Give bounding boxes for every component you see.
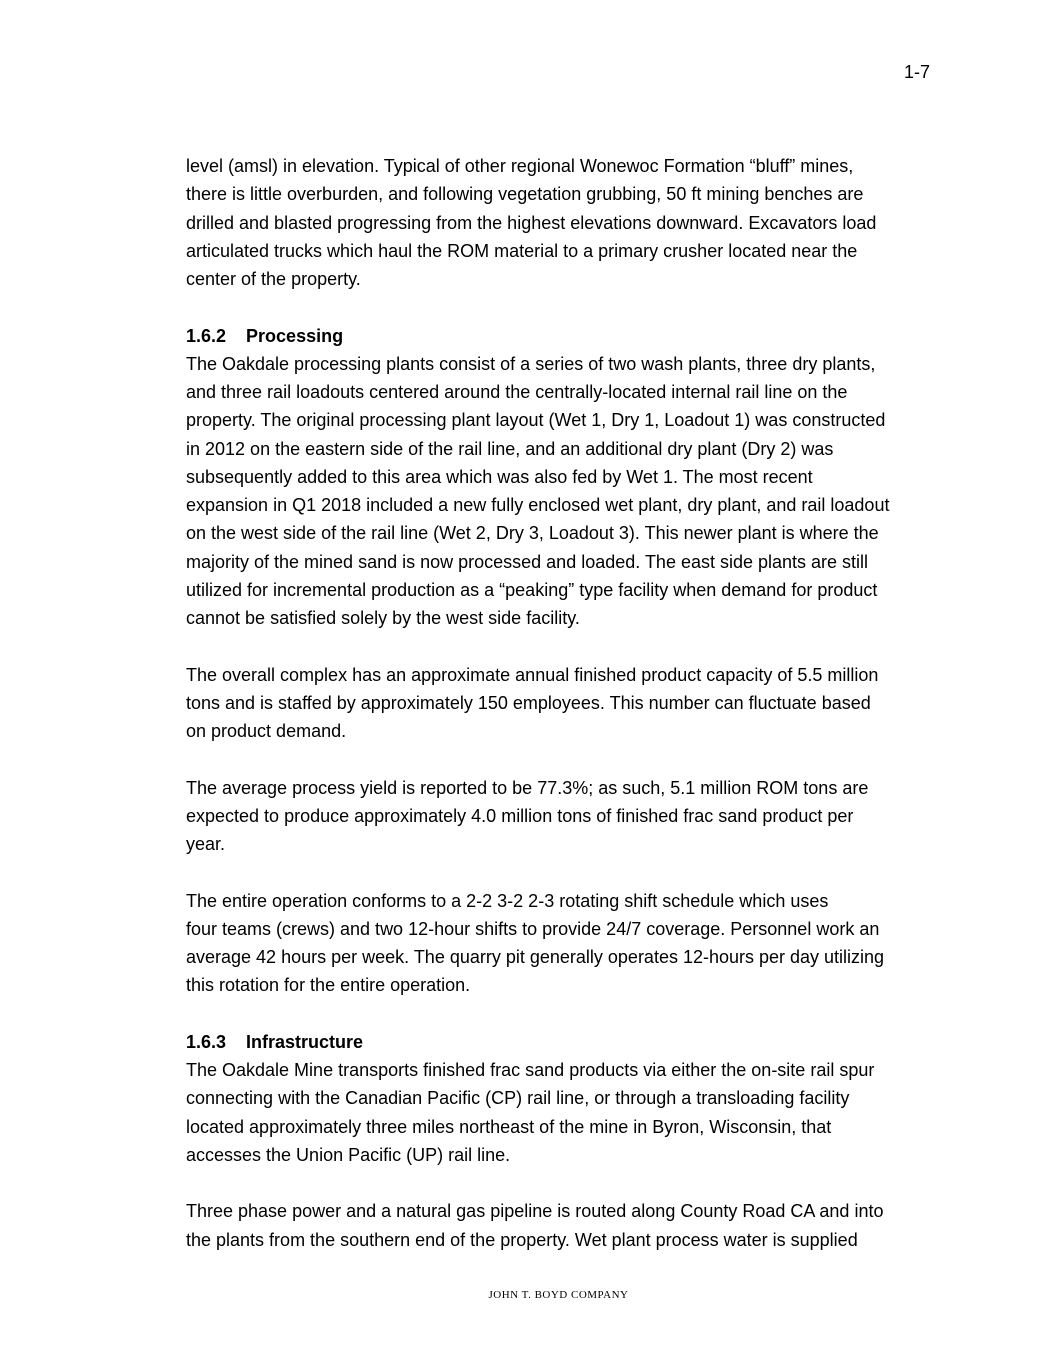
text-line: The entire operation conforms to a 2-2 3-2 2-3 rotating shift schedule which uses <box>186 890 829 911</box>
text-line: center of the property. <box>186 269 361 289</box>
paragraph <box>186 661 946 746</box>
text-line: located approximately three miles northeast of the mine in Byron, Wisconsin, that <box>186 1116 832 1137</box>
paragraph-spacer <box>186 1169 946 1197</box>
text-line: this rotation for the entire operation. <box>186 975 471 996</box>
text-line: expansion in Q1 2018 included a new fully enclosed wet plant, dry plant, and rail loadout <box>186 495 890 515</box>
section-heading: 1.6.2 Processing <box>186 325 344 346</box>
text-line: articulated trucks which haul the ROM material to a primary crusher located near the <box>186 240 858 261</box>
paragraph-spacer <box>186 293 946 321</box>
text-line: The Oakdale processing plants consist of a series of two wash plants, three dry plants, <box>186 353 876 374</box>
text-line: majority of the mined sand is now processed and loaded. The east side plants are still <box>186 551 869 572</box>
text-line: property. The original processing plant layout (Wet 1, Dry 1, Loadout 1) was constructed <box>186 410 886 431</box>
paragraph <box>186 1197 946 1254</box>
paragraph-spacer <box>186 632 946 660</box>
paragraph <box>186 774 946 859</box>
paragraph-spacer <box>186 1000 946 1028</box>
paragraph-spacer <box>186 745 946 773</box>
footer-company-name: JOHN T. BOYD COMPANY <box>488 1289 629 1301</box>
text-line: accesses the Union Pacific (UP) rail line. <box>186 1144 511 1165</box>
text-line: four teams (crews) and two 12-hour shifts to provide 24/7 coverage. Personnel work an <box>186 918 880 939</box>
document-body <box>186 152 946 1254</box>
paragraph <box>186 152 946 293</box>
paragraph <box>186 350 946 633</box>
text-line: tons and is staffed by approximately 150 employees. This number can fluctuate based <box>186 692 871 713</box>
paragraph-spacer <box>186 858 946 886</box>
text-line: on product demand. <box>186 721 347 741</box>
text-line: year. <box>186 834 226 854</box>
section-heading: 1.6.3 Infrastructure <box>186 1031 364 1052</box>
text-line: connecting with the Canadian Pacific (CP) rail line, or through a transloading facility <box>186 1088 850 1109</box>
text-line: in 2012 on the eastern side of the rail line, and an additional dry plant (Dry 2) was <box>186 438 834 459</box>
paragraph <box>186 1056 946 1169</box>
text-line: subsequently added to this area which was also fed by Wet 1. The most recent <box>186 466 813 487</box>
text-line: and three rail loadouts centered around the centrally-located internal rail line on the <box>186 382 848 402</box>
text-line: on the west side of the rail line (Wet 2, Dry 3, Loadout 3). This newer plant is where the <box>186 523 879 544</box>
text-line: drilled and blasted progressing from the highest elevations downward. Excavators load <box>186 212 877 233</box>
text-line: cannot be satisfied solely by the west side facility. <box>186 608 580 628</box>
text-line: there is little overburden, and following vegetation grubbing, 50 ft mining benches are <box>186 184 864 205</box>
page-number: 1-7 <box>904 62 931 82</box>
text-line: The average process yield is reported to be 77.3%; as such, 5.1 million ROM tons are <box>186 777 869 798</box>
text-line: The overall complex has an approximate annual finished product capacity of 5.5 million <box>186 664 879 685</box>
text-line: The Oakdale Mine transports finished frac sand products via either the on-site rail spur <box>186 1060 875 1080</box>
text-line: average 42 hours per week. The quarry pit generally operates 12-hours per day utilizing <box>186 947 885 967</box>
paragraph <box>186 887 946 1000</box>
text-line: expected to produce approximately 4.0 million tons of finished frac sand product per <box>186 805 854 826</box>
text-line: level (amsl) in elevation. Typical of other regional Wonewoc Formation “bluff” mines, <box>186 156 854 176</box>
text-line: utilized for incremental production as a “peaking” type facility when demand for product <box>186 579 878 600</box>
text-line: the plants from the southern end of the property. Wet plant process water is supplied <box>186 1229 858 1250</box>
text-line: Three phase power and a natural gas pipeline is routed along County Road CA and into <box>186 1201 884 1222</box>
